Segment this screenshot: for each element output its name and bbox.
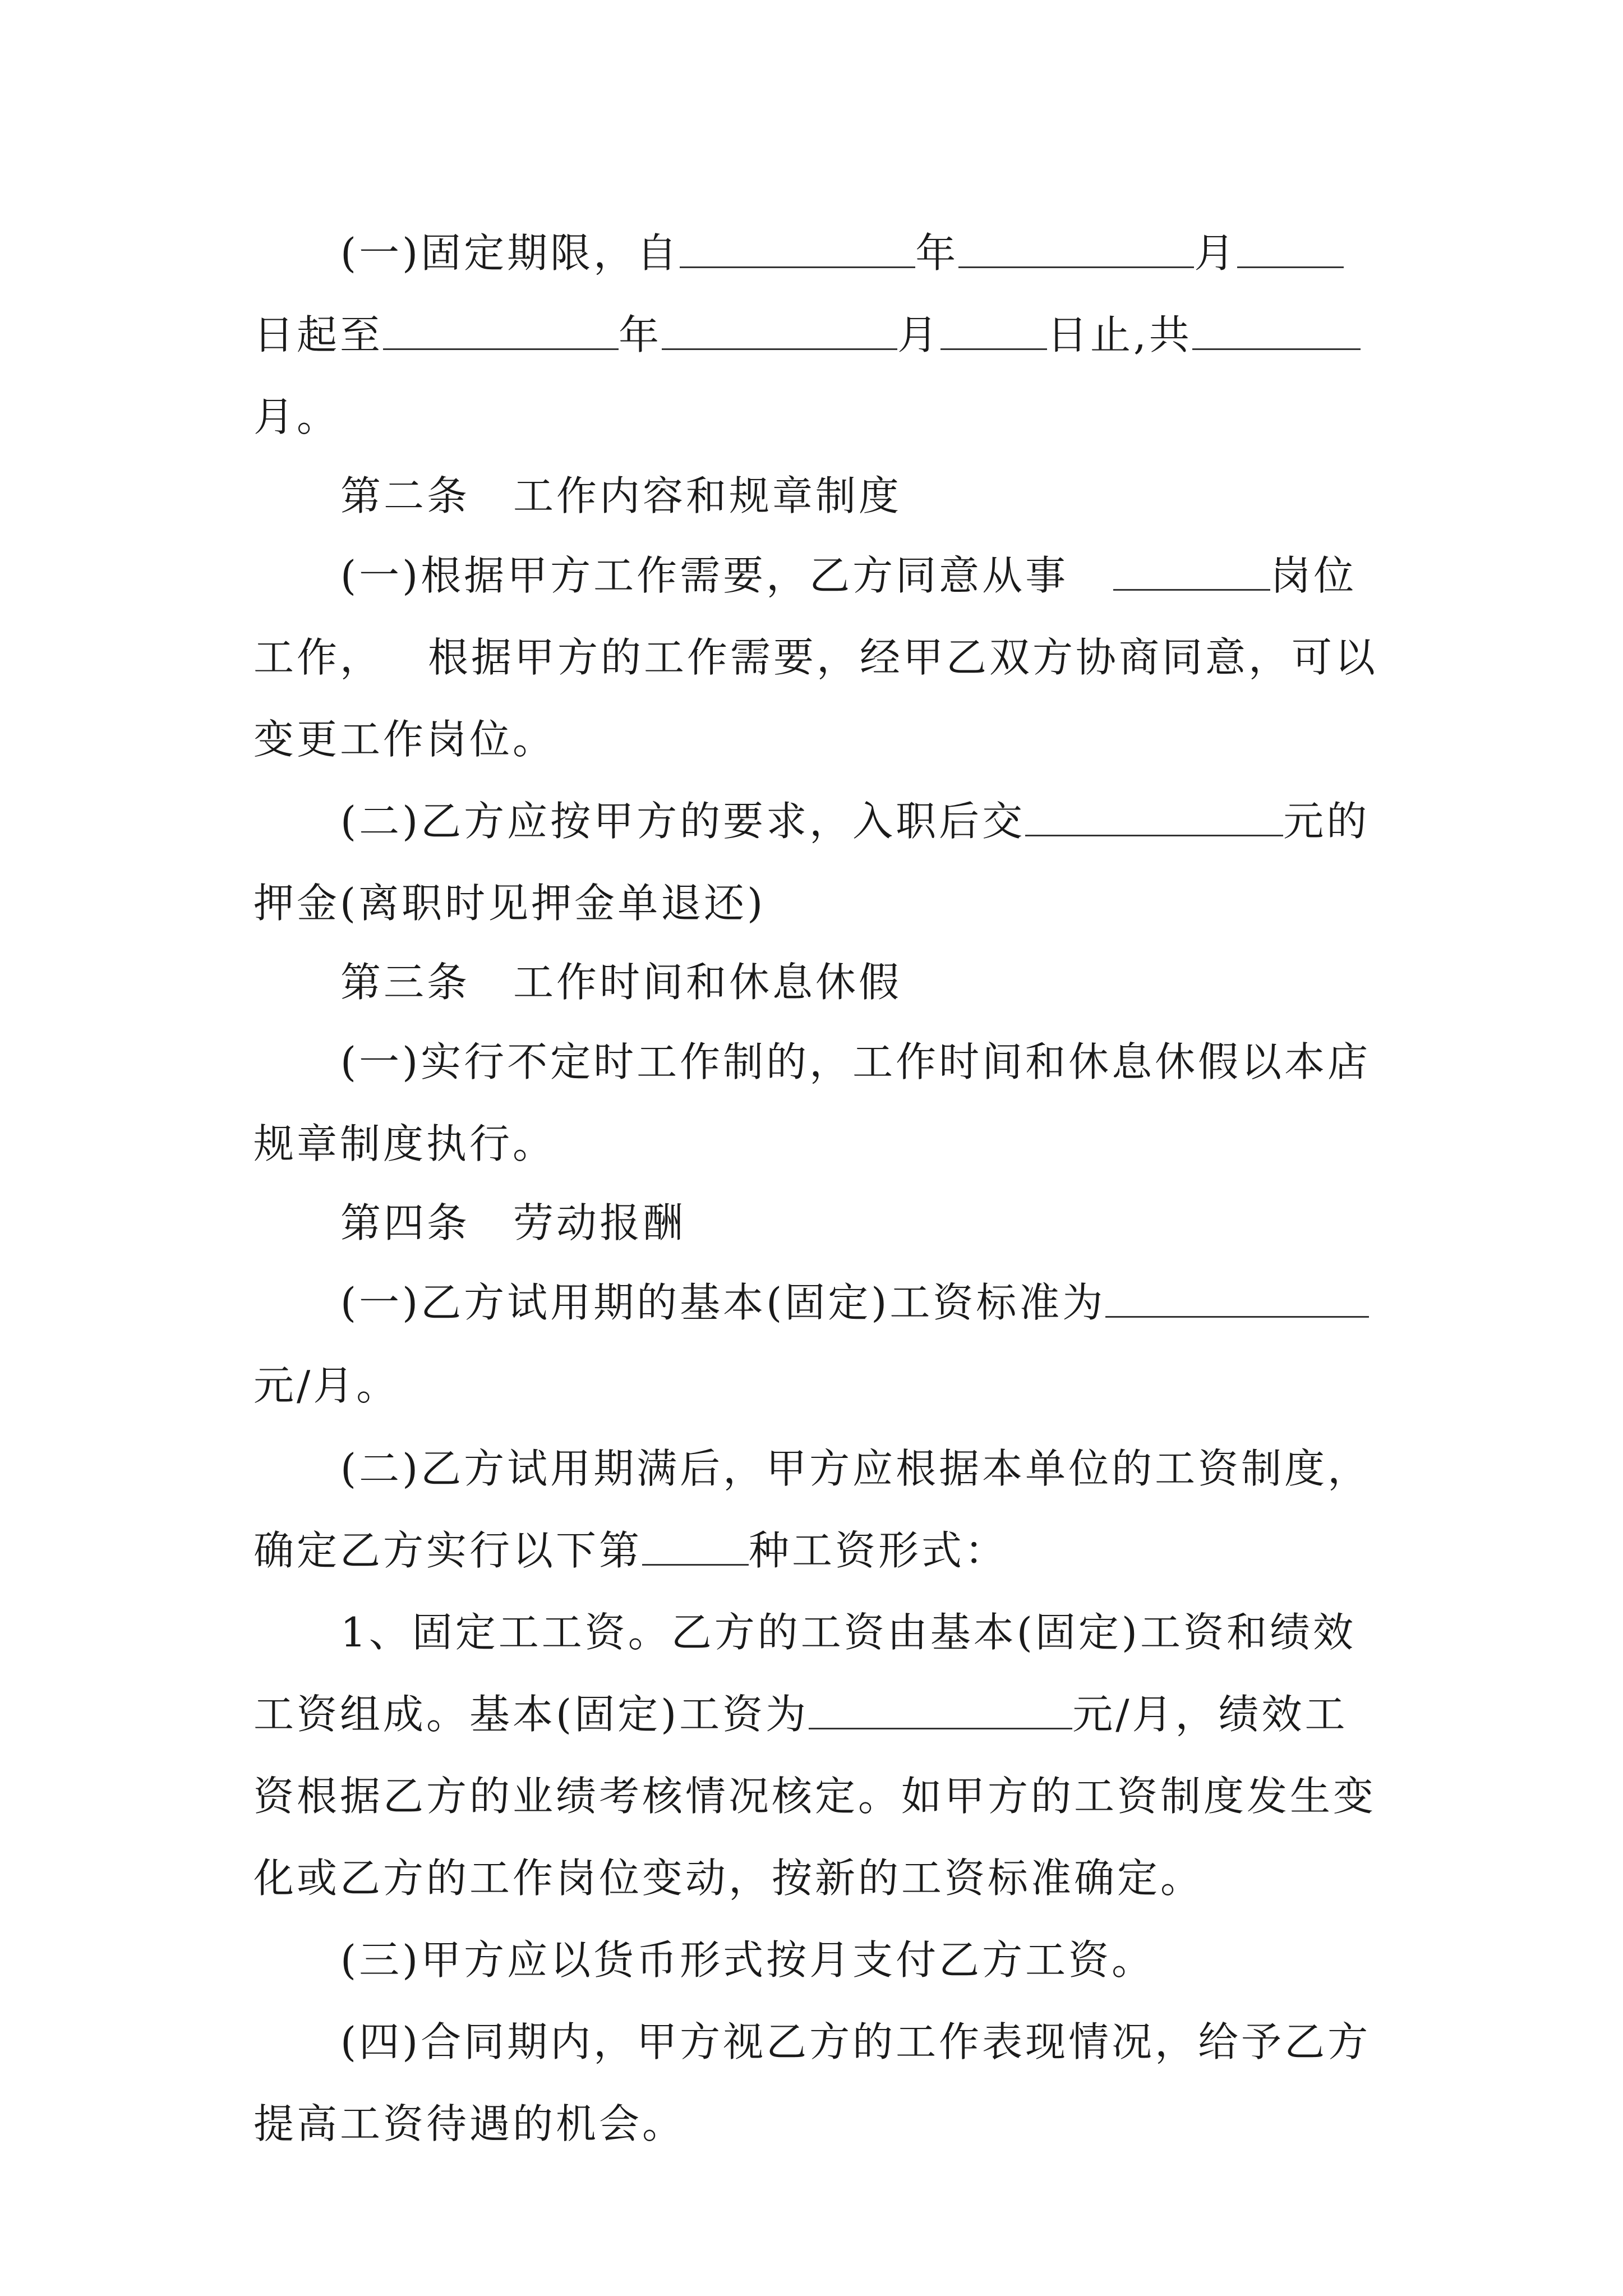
article-4-item-4-line-1: (四)合同期内，甲方视乙方的工作表现情况，给予乙方	[340, 2018, 1371, 2065]
fixed-term-intro: (一)固定期限，自	[340, 229, 680, 277]
article-2-heading: 第二条 工作内容和规章制度	[340, 472, 902, 519]
end-month-label: 月	[897, 311, 941, 358]
wage-form-label: 种工资形式：	[749, 1527, 1008, 1574]
fixed-term-line-3	[253, 376, 1392, 458]
wage-form-blank[interactable]	[642, 1530, 749, 1566]
start-day-blank[interactable]	[1237, 233, 1344, 268]
fixed-term-line-1	[253, 212, 1392, 294]
total-months-blank[interactable]	[1192, 315, 1361, 350]
article-2-item-2-line-1	[253, 780, 1392, 862]
article-3-item-1-line-1: (一)实行不定时工作制的，工作时间和休息休假以本店	[340, 1038, 1371, 1085]
fixed-term-line-2	[253, 294, 1392, 376]
article-4-item-1-line-2: 元/月。	[253, 1362, 400, 1409]
end-day-blank[interactable]	[940, 315, 1047, 350]
deposit-intro: (二)乙方应按甲方的要求，入职后交	[340, 798, 1026, 845]
year-label: 年	[915, 229, 959, 277]
article-3-item-1-line-2: 规章制度执行。	[253, 1120, 556, 1167]
position-label: 岗位	[1270, 552, 1357, 599]
article-4-item-1-line-1	[253, 1262, 1392, 1343]
work-label: 工作，	[253, 634, 384, 681]
article-2-item-1-line-2	[253, 616, 1392, 698]
base-wage-unit: 元/月，绩效工	[1072, 1691, 1348, 1738]
job-intro: (一)根据甲方工作需要，乙方同意从事	[340, 552, 1069, 599]
end-year-blank[interactable]	[383, 315, 619, 350]
start-day-label: 日起至	[253, 311, 384, 358]
probation-wage-blank[interactable]	[1105, 1282, 1369, 1318]
base-wage-intro: 工资组成。基本(固定)工资为	[253, 1691, 809, 1738]
article-2-item-1-line-1	[253, 535, 1392, 616]
article-4-item-2-line-1: (二)乙方试用期满后，甲方应根据本单位的工资制度，	[340, 1445, 1371, 1492]
month-label: 月	[1194, 229, 1238, 277]
position-blank[interactable]	[1113, 555, 1270, 591]
article-4-item-2-line-2	[253, 1510, 1392, 1591]
end-year-label: 年	[619, 311, 662, 358]
article-4-heading: 第四条 劳动报酬	[340, 1199, 686, 1246]
wage-form-intro: 确定乙方实行以下第	[253, 1527, 643, 1574]
article-4-sub-1-line-2	[253, 1673, 1392, 1755]
article-2-item-1-line-3: 变更工作岗位。	[253, 716, 556, 763]
start-year-blank[interactable]	[680, 233, 915, 268]
deposit-unit: 元的	[1283, 798, 1370, 845]
deposit-amount-blank[interactable]	[1025, 801, 1283, 836]
end-month-blank[interactable]	[662, 315, 897, 350]
probation-wage-intro: (一)乙方试用期的基本(固定)工资标准为	[340, 1279, 1106, 1326]
article-4-item-4-line-2: 提高工资待遇的机会。	[253, 2100, 686, 2147]
article-2-item-2-line-2: 押金(离职时见押金单退还)	[253, 880, 766, 927]
contract-page	[253, 212, 1392, 2165]
article-3-heading: 第三条 工作时间和休息休假	[340, 959, 902, 1006]
article-4-sub-1-line-3: 资根据乙方的业绩考核情况核定。如甲方的工资制度发生变	[253, 1773, 1377, 1820]
end-day-label: 日止,共	[1047, 311, 1192, 358]
start-month-blank[interactable]	[958, 233, 1194, 268]
total-months-label: 月。	[253, 393, 340, 440]
job-change-text: 根据甲方的工作需要，经甲乙双方协商同意，可以	[428, 634, 1378, 681]
article-4-sub-1-line-4: 化或乙方的工作岗位变动，按新的工资标准确定。	[253, 1855, 1204, 1902]
article-4-item-3: (三)甲方应以货币形式按月支付乙方工资。	[340, 1936, 1155, 1984]
article-4-sub-1-line-1: 1、固定工工资。乙方的工资由基本(固定)工资和绩效	[340, 1609, 1356, 1656]
base-wage-blank[interactable]	[809, 1694, 1072, 1729]
